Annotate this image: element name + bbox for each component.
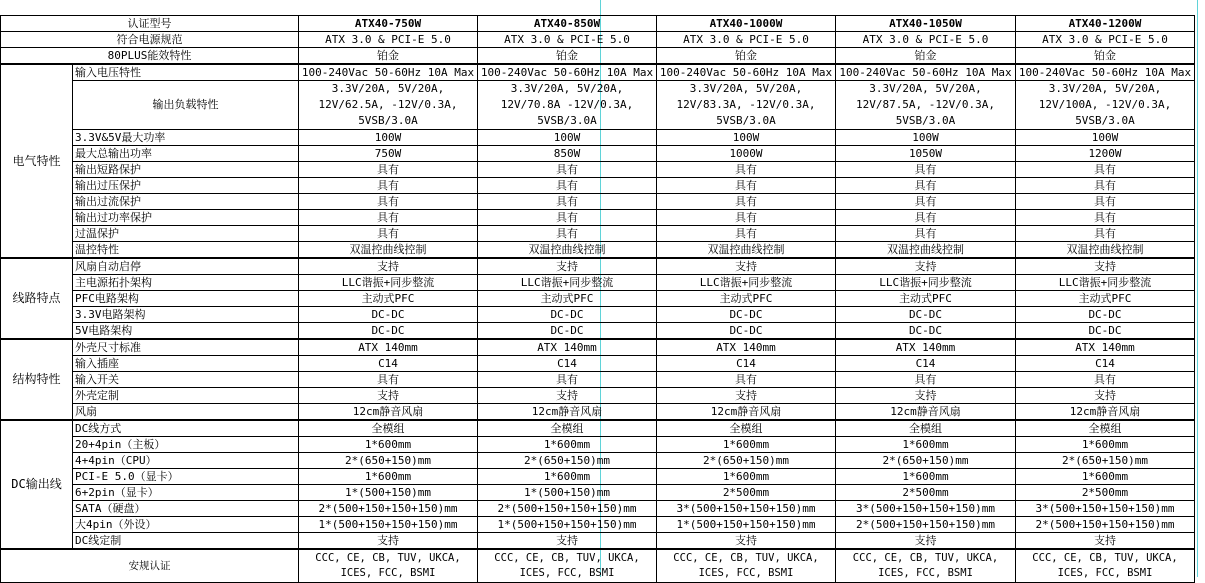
header-label: 认证型号 bbox=[1, 16, 299, 32]
spec-value: 支持 bbox=[299, 258, 478, 275]
spec-value: 全模组 bbox=[1016, 420, 1195, 437]
spec-value: 850W bbox=[478, 146, 657, 162]
spec-value: 2*(500+150+150+150)mm bbox=[1016, 517, 1195, 533]
spec-value: 1*600mm bbox=[478, 437, 657, 453]
spec-value: DC-DC bbox=[657, 307, 836, 323]
spec-row bbox=[1, 178, 1195, 194]
header-cell: ATX 3.0 & PCI-E 5.0 bbox=[299, 32, 478, 48]
spec-value: LLC谐振+同步整流 bbox=[657, 275, 836, 291]
spec-value: 具有 bbox=[478, 194, 657, 210]
spec-row bbox=[1, 339, 1195, 356]
spec-value: 2*(500+150+150+150)mm bbox=[478, 501, 657, 517]
spec-value: 2*(650+150)mm bbox=[478, 453, 657, 469]
spec-value: 支持 bbox=[1016, 258, 1195, 275]
group-label: 电气特性 bbox=[1, 64, 73, 258]
spec-value: 具有 bbox=[836, 372, 1016, 388]
header-cell: ATX40-1000W bbox=[657, 16, 836, 32]
spec-value: ATX 140mm bbox=[1016, 339, 1195, 356]
spec-value: 1*600mm bbox=[836, 437, 1016, 453]
spec-row bbox=[1, 64, 1195, 81]
spec-value: ATX 140mm bbox=[657, 339, 836, 356]
spec-row bbox=[1, 517, 1195, 533]
certification-label: 安规认证 bbox=[1, 549, 299, 583]
spec-value: 1*(500+150)mm bbox=[299, 485, 478, 501]
spec-value: 2*(650+150)mm bbox=[657, 453, 836, 469]
group-label: 结构特性 bbox=[1, 339, 73, 420]
spec-value: 支持 bbox=[836, 258, 1016, 275]
spec-label: 输入插座 bbox=[73, 356, 299, 372]
spec-value: 具有 bbox=[657, 372, 836, 388]
spec-value: 具有 bbox=[1016, 372, 1195, 388]
spec-value: 1*600mm bbox=[836, 469, 1016, 485]
spec-value: 具有 bbox=[299, 178, 478, 194]
spec-value: 具有 bbox=[836, 162, 1016, 178]
spec-label: 输出过功率保护 bbox=[73, 210, 299, 226]
header-label: 80PLUS能效特性 bbox=[1, 48, 299, 65]
spec-value: ATX 140mm bbox=[836, 339, 1016, 356]
spec-label: 最大总输出功率 bbox=[73, 146, 299, 162]
spec-label: SATA（硬盘） bbox=[73, 501, 299, 517]
spec-value: 3*(500+150+150+150)mm bbox=[1016, 501, 1195, 517]
spec-value: 具有 bbox=[478, 372, 657, 388]
spec-row bbox=[1, 291, 1195, 307]
spec-label: PFC电路架构 bbox=[73, 291, 299, 307]
spec-value: ATX 140mm bbox=[478, 339, 657, 356]
spec-row bbox=[1, 307, 1195, 323]
spec-label: 5V电路架构 bbox=[73, 323, 299, 340]
spec-row bbox=[1, 130, 1195, 146]
psu-spec-table bbox=[0, 15, 1195, 583]
spec-value: 1*600mm bbox=[478, 469, 657, 485]
spec-label: 温控特性 bbox=[73, 242, 299, 259]
spec-label: 3.3V电路架构 bbox=[73, 307, 299, 323]
spec-row bbox=[1, 501, 1195, 517]
certification-value: CCC, CE, CB, TUV, UKCA, ICES, FCC, BSMI bbox=[1016, 549, 1195, 583]
spec-label: 6+2pin（显卡） bbox=[73, 485, 299, 501]
spec-value: 具有 bbox=[478, 210, 657, 226]
spec-value: 1000W bbox=[657, 146, 836, 162]
spec-value: 100-240Vac 50-60Hz 10A Max bbox=[299, 64, 478, 81]
spec-row bbox=[1, 437, 1195, 453]
header-row bbox=[1, 32, 1195, 48]
spec-row bbox=[1, 242, 1195, 259]
spec-label: PCI-E 5.0（显卡） bbox=[73, 469, 299, 485]
spec-label: 输出过压保护 bbox=[73, 178, 299, 194]
spec-row bbox=[1, 210, 1195, 226]
spec-value: 100W bbox=[299, 130, 478, 146]
spec-label: 输出短路保护 bbox=[73, 162, 299, 178]
spec-label: 输出过流保护 bbox=[73, 194, 299, 210]
spec-value: 全模组 bbox=[299, 420, 478, 437]
spec-value: LLC谐振+同步整流 bbox=[478, 275, 657, 291]
right-guide-line bbox=[1197, 0, 1198, 577]
spec-label: 外壳尺寸标准 bbox=[73, 339, 299, 356]
spec-label: 输出负载特性 bbox=[73, 81, 299, 130]
spec-value: DC-DC bbox=[836, 323, 1016, 340]
spec-value: 3.3V/20A, 5V/20A, 12V/70.8A -12V/0.3A, 5VSB/3.0A bbox=[478, 81, 657, 130]
header-cell: ATX 3.0 & PCI-E 5.0 bbox=[1016, 32, 1195, 48]
spec-row bbox=[1, 81, 1195, 130]
spec-value: 支持 bbox=[299, 388, 478, 404]
spec-value: 1*600mm bbox=[1016, 469, 1195, 485]
header-cell: ATX40-1050W bbox=[836, 16, 1016, 32]
spec-value: 主动式PFC bbox=[299, 291, 478, 307]
spec-value: 1*(500+150+150+150)mm bbox=[478, 517, 657, 533]
spec-value: 100W bbox=[657, 130, 836, 146]
spec-value: 具有 bbox=[657, 194, 836, 210]
spec-value: DC-DC bbox=[657, 323, 836, 340]
spec-value: 3.3V/20A, 5V/20A, 12V/87.5A, -12V/0.3A, 5VSB/3.0A bbox=[836, 81, 1016, 130]
spec-value: 100-240Vac 50-60Hz 10A Max bbox=[478, 64, 657, 81]
header-cell: ATX40-850W bbox=[478, 16, 657, 32]
spec-value: 支持 bbox=[836, 388, 1016, 404]
spec-row bbox=[1, 146, 1195, 162]
spec-value: 主动式PFC bbox=[1016, 291, 1195, 307]
spec-row bbox=[1, 453, 1195, 469]
spec-label: 20+4pin（主板） bbox=[73, 437, 299, 453]
spec-value: DC-DC bbox=[1016, 323, 1195, 340]
spec-value: 12cm静音风扇 bbox=[657, 404, 836, 421]
header-cell: 铂金 bbox=[1016, 48, 1195, 65]
spec-value: 具有 bbox=[1016, 162, 1195, 178]
spec-value: 具有 bbox=[478, 226, 657, 242]
spec-value: C14 bbox=[299, 356, 478, 372]
header-label: 符合电源规范 bbox=[1, 32, 299, 48]
spec-value: C14 bbox=[657, 356, 836, 372]
certification-value: CCC, CE, CB, TUV, UKCA, ICES, FCC, BSMI bbox=[836, 549, 1016, 583]
spec-value: 支持 bbox=[657, 533, 836, 550]
spec-value: DC-DC bbox=[836, 307, 1016, 323]
spec-row bbox=[1, 404, 1195, 421]
spec-value: 100-240Vac 50-60Hz 10A Max bbox=[657, 64, 836, 81]
spec-value: 支持 bbox=[478, 388, 657, 404]
spec-value: 具有 bbox=[1016, 178, 1195, 194]
header-cell: 铂金 bbox=[657, 48, 836, 65]
spec-value: DC-DC bbox=[478, 307, 657, 323]
spec-label: 外壳定制 bbox=[73, 388, 299, 404]
header-cell: 铂金 bbox=[478, 48, 657, 65]
header-row bbox=[1, 16, 1195, 32]
spec-value: 100-240Vac 50-60Hz 10A Max bbox=[1016, 64, 1195, 81]
spec-label: DC线方式 bbox=[73, 420, 299, 437]
spec-label: 输入开关 bbox=[73, 372, 299, 388]
certification-value: CCC, CE, CB, TUV, UKCA, ICES, FCC, BSMI bbox=[478, 549, 657, 583]
spec-row bbox=[1, 372, 1195, 388]
spec-label: 输入电压特性 bbox=[73, 64, 299, 81]
spec-value: 具有 bbox=[1016, 210, 1195, 226]
header-cell: ATX 3.0 & PCI-E 5.0 bbox=[478, 32, 657, 48]
spec-value: 2*(500+150+150+150)mm bbox=[836, 517, 1016, 533]
spec-value: 具有 bbox=[1016, 194, 1195, 210]
spec-value: 1*(500+150+150+150)mm bbox=[657, 517, 836, 533]
spec-value: 支持 bbox=[299, 533, 478, 550]
spec-value: 1*600mm bbox=[657, 437, 836, 453]
spec-value: 全模组 bbox=[478, 420, 657, 437]
header-cell: 铂金 bbox=[836, 48, 1016, 65]
header-cell: ATX40-1200W bbox=[1016, 16, 1195, 32]
spec-value: 具有 bbox=[299, 372, 478, 388]
spec-value: C14 bbox=[836, 356, 1016, 372]
spec-label: 3.3V&5V最大功率 bbox=[73, 130, 299, 146]
spec-label: 4+4pin（CPU） bbox=[73, 453, 299, 469]
spec-value: 支持 bbox=[657, 388, 836, 404]
spec-value: C14 bbox=[1016, 356, 1195, 372]
spec-value: 双温控曲线控制 bbox=[478, 242, 657, 259]
spec-value: 双温控曲线控制 bbox=[836, 242, 1016, 259]
spec-value: 1*600mm bbox=[299, 469, 478, 485]
spec-row bbox=[1, 226, 1195, 242]
spec-value: DC-DC bbox=[1016, 307, 1195, 323]
spec-value: LLC谐振+同步整流 bbox=[1016, 275, 1195, 291]
certification-value: CCC, CE, CB, TUV, UKCA, ICES, FCC, BSMI bbox=[299, 549, 478, 583]
spec-value: 100W bbox=[1016, 130, 1195, 146]
spec-value: 主动式PFC bbox=[836, 291, 1016, 307]
spec-value: 3.3V/20A, 5V/20A, 12V/62.5A, -12V/0.3A, 5VSB/3.0A bbox=[299, 81, 478, 130]
spec-value: 双温控曲线控制 bbox=[657, 242, 836, 259]
spec-value: 2*500mm bbox=[1016, 485, 1195, 501]
spec-value: 具有 bbox=[836, 178, 1016, 194]
spec-label: 过温保护 bbox=[73, 226, 299, 242]
spec-label: DC线定制 bbox=[73, 533, 299, 550]
spec-row bbox=[1, 533, 1195, 550]
spec-value: 具有 bbox=[657, 226, 836, 242]
spec-value: 3.3V/20A, 5V/20A, 12V/100A, -12V/0.3A, 5VSB/3.0A bbox=[1016, 81, 1195, 130]
spec-value: 2*500mm bbox=[836, 485, 1016, 501]
spec-value: 1*(500+150+150+150)mm bbox=[299, 517, 478, 533]
spec-value: 具有 bbox=[836, 210, 1016, 226]
group-label: DC输出线 bbox=[1, 420, 73, 549]
spec-value: 主动式PFC bbox=[478, 291, 657, 307]
header-cell: ATX 3.0 & PCI-E 5.0 bbox=[657, 32, 836, 48]
spec-value: 具有 bbox=[836, 226, 1016, 242]
spec-label: 大4pin（外设） bbox=[73, 517, 299, 533]
spec-value: 具有 bbox=[299, 162, 478, 178]
spec-value: 具有 bbox=[657, 210, 836, 226]
spec-value: 2*(650+150)mm bbox=[299, 453, 478, 469]
spec-value: 1*(500+150)mm bbox=[478, 485, 657, 501]
spec-value: 具有 bbox=[299, 226, 478, 242]
spec-value: DC-DC bbox=[478, 323, 657, 340]
spec-value: 全模组 bbox=[657, 420, 836, 437]
spec-value: ATX 140mm bbox=[299, 339, 478, 356]
header-row bbox=[1, 48, 1195, 65]
spec-row bbox=[1, 162, 1195, 178]
spec-value: 1*600mm bbox=[299, 437, 478, 453]
header-cell: ATX 3.0 & PCI-E 5.0 bbox=[836, 32, 1016, 48]
header-cell: 铂金 bbox=[299, 48, 478, 65]
spec-value: 支持 bbox=[836, 533, 1016, 550]
spec-value: 全模组 bbox=[836, 420, 1016, 437]
spec-value: DC-DC bbox=[299, 307, 478, 323]
spec-value: 主动式PFC bbox=[657, 291, 836, 307]
spec-row bbox=[1, 469, 1195, 485]
spec-value: 2*(650+150)mm bbox=[1016, 453, 1195, 469]
spec-value: 100W bbox=[836, 130, 1016, 146]
spec-value: LLC谐振+同步整流 bbox=[836, 275, 1016, 291]
header-cell: ATX40-750W bbox=[299, 16, 478, 32]
spec-value: 1*600mm bbox=[1016, 437, 1195, 453]
spec-value: 100W bbox=[478, 130, 657, 146]
spec-table-body bbox=[1, 16, 1195, 583]
spec-value: 1200W bbox=[1016, 146, 1195, 162]
spec-value: 具有 bbox=[657, 178, 836, 194]
spec-row bbox=[1, 485, 1195, 501]
spec-value: 支持 bbox=[478, 533, 657, 550]
spec-value: 双温控曲线控制 bbox=[299, 242, 478, 259]
spec-value: 支持 bbox=[1016, 388, 1195, 404]
spec-value: 2*(650+150)mm bbox=[836, 453, 1016, 469]
spec-label: 主电源拓扑架构 bbox=[73, 275, 299, 291]
spec-value: 3*(500+150+150+150)mm bbox=[836, 501, 1016, 517]
spec-label: 风扇 bbox=[73, 404, 299, 421]
spec-value: 2*(500+150+150+150)mm bbox=[299, 501, 478, 517]
spec-value: LLC谐振+同步整流 bbox=[299, 275, 478, 291]
spec-value: 1050W bbox=[836, 146, 1016, 162]
spec-value: 750W bbox=[299, 146, 478, 162]
spec-value: 2*500mm bbox=[657, 485, 836, 501]
spec-row bbox=[1, 275, 1195, 291]
spec-row bbox=[1, 323, 1195, 340]
spec-value: DC-DC bbox=[299, 323, 478, 340]
spec-value: 100-240Vac 50-60Hz 10A Max bbox=[836, 64, 1016, 81]
spec-value: 双温控曲线控制 bbox=[1016, 242, 1195, 259]
spec-value: 具有 bbox=[299, 194, 478, 210]
spec-value: 12cm静音风扇 bbox=[1016, 404, 1195, 421]
spec-value: 具有 bbox=[836, 194, 1016, 210]
spec-label: 风扇自动启停 bbox=[73, 258, 299, 275]
spec-value: 具有 bbox=[478, 178, 657, 194]
spec-value: C14 bbox=[478, 356, 657, 372]
spec-value: 3.3V/20A, 5V/20A, 12V/83.3A, -12V/0.3A, 5VSB/3.0A bbox=[657, 81, 836, 130]
certification-value: CCC, CE, CB, TUV, UKCA, ICES, FCC, BSMI bbox=[657, 549, 836, 583]
spec-value: 12cm静音风扇 bbox=[299, 404, 478, 421]
spec-value: 3*(500+150+150+150)mm bbox=[657, 501, 836, 517]
group-label: 线路特点 bbox=[1, 258, 73, 339]
spec-row bbox=[1, 194, 1195, 210]
spec-table-container bbox=[0, 15, 1195, 583]
spec-row bbox=[1, 356, 1195, 372]
spec-value: 支持 bbox=[1016, 533, 1195, 550]
spec-value: 12cm静音风扇 bbox=[478, 404, 657, 421]
certification-row bbox=[1, 549, 1195, 583]
spec-value: 12cm静音风扇 bbox=[836, 404, 1016, 421]
spec-value: 1*600mm bbox=[657, 469, 836, 485]
spec-value: 支持 bbox=[657, 258, 836, 275]
spec-row bbox=[1, 420, 1195, 437]
spec-value: 具有 bbox=[1016, 226, 1195, 242]
spec-row bbox=[1, 258, 1195, 275]
spec-value: 具有 bbox=[478, 162, 657, 178]
spec-value: 具有 bbox=[657, 162, 836, 178]
spec-value: 支持 bbox=[478, 258, 657, 275]
spec-row bbox=[1, 388, 1195, 404]
spec-value: 具有 bbox=[299, 210, 478, 226]
